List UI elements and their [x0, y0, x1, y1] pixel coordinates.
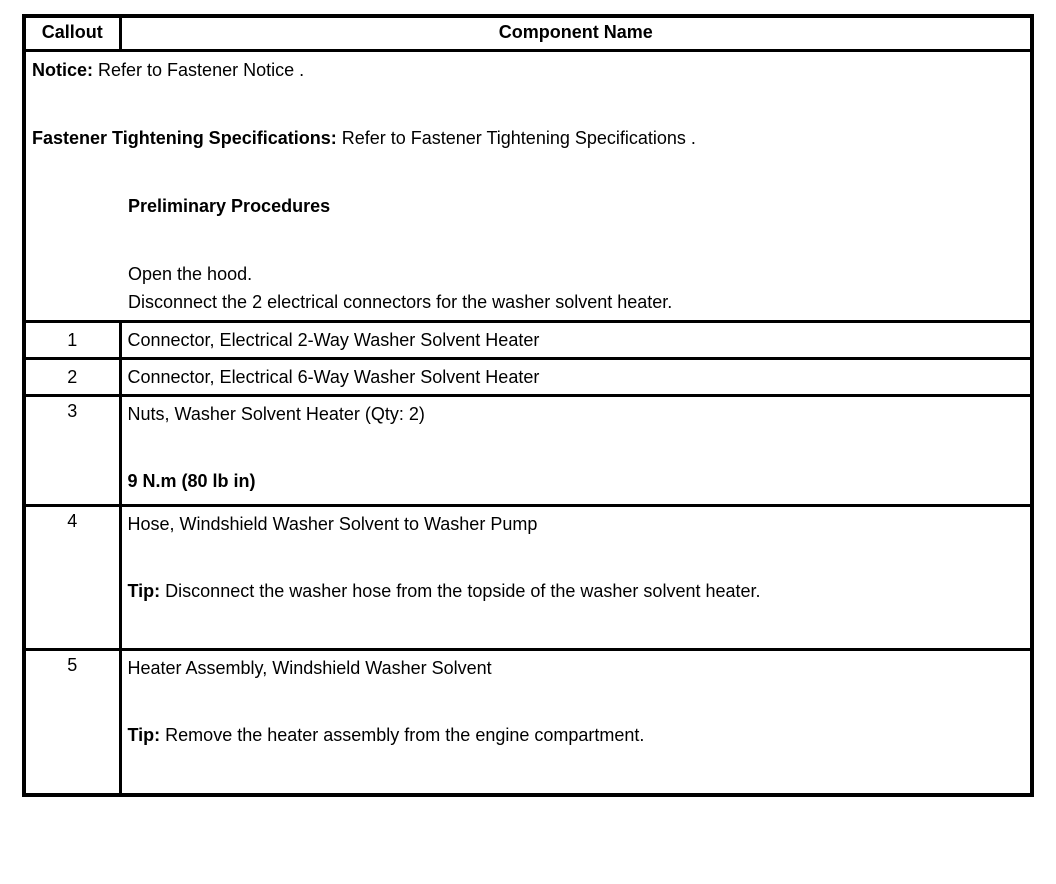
- tip-text: Disconnect the washer hose from the topside of the washer solvent heater.: [160, 580, 761, 601]
- torque-spec: 9 N.m (80 lb in): [127, 470, 256, 491]
- notice-cell: [24, 50, 1032, 321]
- component-cell: [120, 649, 1032, 795]
- component-cell: [120, 505, 1032, 649]
- preliminary-procedures-title: Preliminary Procedures: [128, 195, 331, 216]
- table-row: [24, 649, 1032, 795]
- table-row: [24, 321, 1032, 358]
- tip-text: Remove the heater assembly from the engine compartment.: [160, 724, 645, 745]
- component-name: Hose, Windshield Washer Solvent to Washer Pump: [127, 513, 538, 534]
- component-table: [22, 14, 1034, 797]
- fastener-spec-text: Refer to Fastener Tightening Specifications .: [336, 127, 696, 148]
- tip-line: [128, 578, 1025, 605]
- table-header-row: [24, 16, 1032, 50]
- fastener-spec-line: [32, 124, 1024, 152]
- notice-row: [24, 50, 1032, 321]
- callout-number: 3: [24, 395, 120, 505]
- notice-text: Refer to Fastener Notice .: [93, 59, 305, 80]
- tip-label: Tip:: [127, 580, 161, 601]
- callout-number: 2: [24, 358, 120, 395]
- table-row: [24, 505, 1032, 649]
- table-row: [24, 358, 1032, 395]
- callout-number: 1: [24, 321, 120, 358]
- component-name: Nuts, Washer Solvent Heater (Qty: 2): [127, 403, 425, 424]
- tip-label: Tip:: [127, 724, 161, 745]
- callout-column-header: Callout: [24, 16, 120, 50]
- fastener-notice-line: [32, 56, 1024, 84]
- callout-number: 4: [24, 505, 120, 649]
- component-name: Connector, Electrical 2-Way Washer Solvent Heater: [120, 321, 1032, 358]
- step-open-hood: Open the hood.: [128, 263, 253, 284]
- preliminary-steps: [128, 260, 1024, 316]
- notice-label: Notice:: [32, 59, 94, 80]
- component-name-column-header: Component Name: [120, 16, 1032, 50]
- component-name: Connector, Electrical 6-Way Washer Solvent Heater: [120, 358, 1032, 395]
- table-row: [24, 395, 1032, 505]
- step-disconnect-connectors: Disconnect the 2 electrical connectors for the washer solvent heater.: [128, 291, 673, 312]
- fastener-spec-label: Fastener Tightening Specifications:: [32, 127, 337, 148]
- callout-number: 5: [24, 649, 120, 795]
- component-name: Heater Assembly, Windshield Washer Solvent: [127, 657, 492, 678]
- tip-line: [128, 722, 1025, 749]
- component-cell: [120, 395, 1032, 505]
